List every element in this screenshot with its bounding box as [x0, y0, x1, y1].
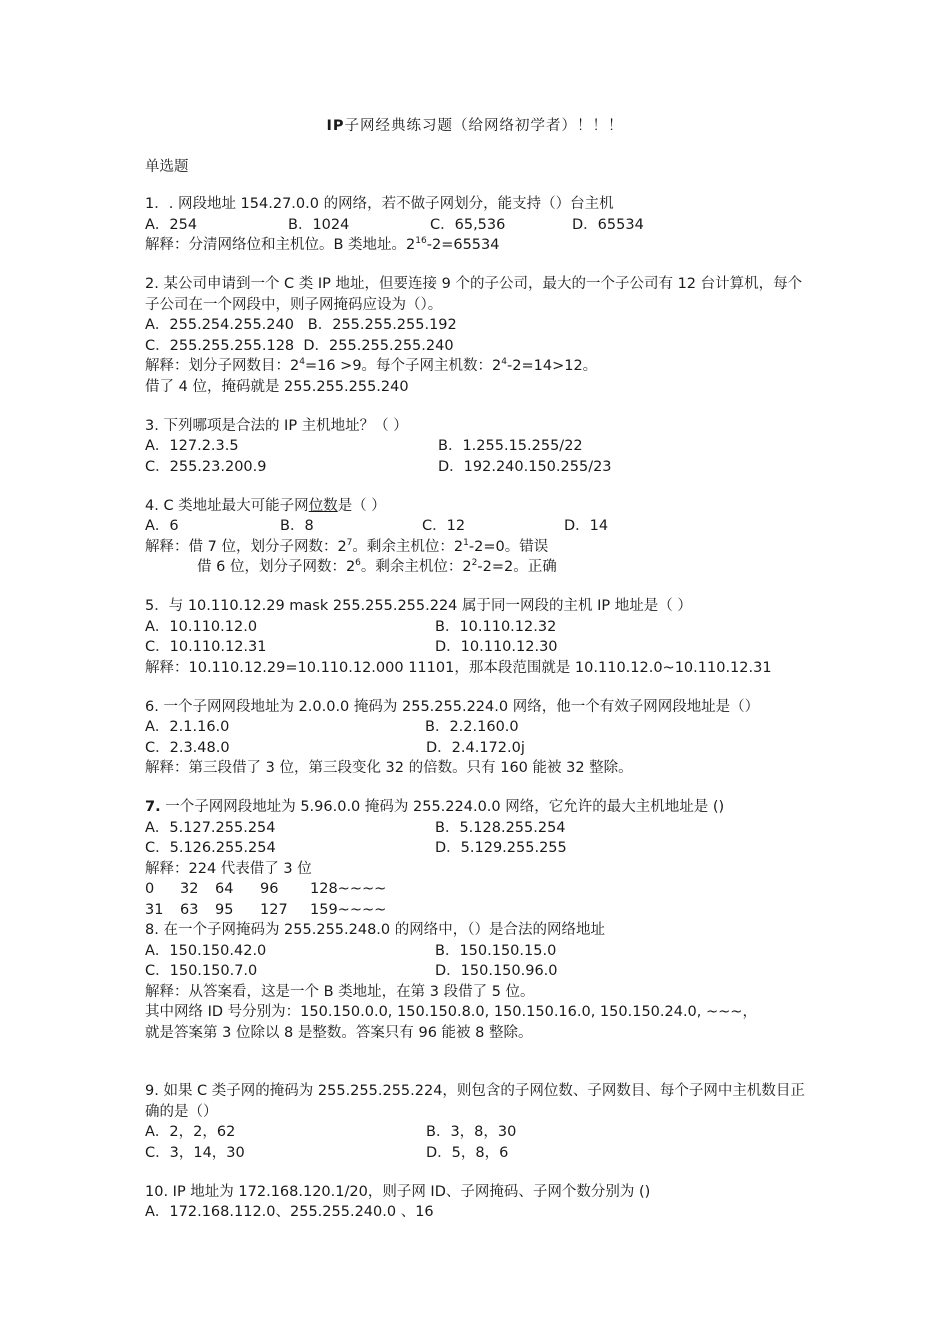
option-b: B．3，8，30 [426, 1124, 517, 1140]
option-row [145, 961, 805, 982]
explanation: 借 6 位，划分子网数：$2^6$。剩余主机位：$2^2-2=2$。正确 [197, 558, 557, 575]
question-10 [145, 1182, 805, 1223]
question-stem: 2. 某公司申请到一个 C 类 IP 地址，但要连接 9 个的子公司，最大的一个子公司有 12 台计算机，每个子公司在一个网段中，则子网掩码应设为（）。 [145, 276, 803, 313]
option-c: C．65,536 [430, 216, 506, 233]
explanation: 解释：借 7 位，划分子网数：$2^7$。剩余主机位：$2^1-2=0$。错误 [145, 537, 549, 555]
question-8 [145, 920, 805, 1043]
question-3 [145, 416, 805, 478]
option-c: C．2.3.48.0 [145, 739, 230, 756]
option-d: D．5.129.255.255 [435, 840, 567, 856]
explanation: 就是答案第 3 位除以 8 是整数。答案只有 96 能被 8 整除。 [145, 1024, 533, 1041]
explanation: 借了 4 位，掩码就是 255.255.255.240 [145, 378, 409, 395]
question-4 [145, 496, 805, 578]
question-stem: 8. 在一个子网掩码为 255.255.248.0 的网络中，（）是合法的网络地址 [145, 922, 605, 938]
option-a: A．2，2，62 [145, 1124, 236, 1140]
explanation: 其中网络 ID 号分别为：150.150.0.0, 150.150.8.0, 150.150.16.0, 150.150.24.0, ~~~， [145, 1004, 757, 1020]
option-row [145, 1143, 805, 1164]
option-row [145, 818, 805, 839]
option-b: B．1.255.15.255/22 [438, 438, 583, 454]
option-row [145, 738, 805, 759]
option-c: C．150.150.7.0 [145, 963, 258, 979]
title-bold-part: IP [326, 118, 345, 134]
option-row [145, 336, 805, 357]
option-c: C．3，14，30 [145, 1144, 245, 1161]
option-c: C．12 [422, 518, 466, 534]
number-cell: 64 [215, 881, 234, 897]
number-cell: 127 [260, 901, 288, 918]
question-stem: 6. 一个子网网段地址为 2.0.0.0 掩码为 255.255.224.0 网络，他一个有效子网网段地址是（） [145, 698, 760, 715]
option-row [145, 1122, 805, 1143]
question-9 [145, 1081, 805, 1163]
question-6 [145, 697, 805, 779]
number-cell: 96 [260, 881, 279, 897]
page-title [0, 114, 950, 135]
option-row [145, 315, 805, 336]
number-row [145, 900, 805, 921]
explanation: 解释：第三段借了 3 位，第三段变化 32 的倍数。只有 160 能被 32 整除。 [145, 760, 633, 776]
title-rest: 子网经典练习题（给网络初学者）！！！ [344, 118, 624, 134]
option-row [145, 717, 805, 738]
option-b: B．255.255.255.192 [307, 317, 457, 333]
option-a: A．10.110.12.0 [145, 618, 258, 635]
number-cell: 63 [180, 901, 199, 918]
option-d: D．2.4.172.0j [426, 739, 525, 756]
option-d: D．150.150.96.0 [435, 963, 558, 979]
question-5 [145, 596, 805, 678]
number-cell: 95 [215, 901, 234, 918]
question-7 [145, 797, 805, 920]
explanation: 解释：分清网络位和主机位。B 类地址。$2^{16}-2=65534$ [145, 236, 500, 253]
option-d: D．5，8，6 [426, 1144, 509, 1161]
section-label: 单选题 [145, 159, 189, 175]
number-row [145, 879, 805, 900]
explanation: 解释：10.110.12.29=10.110.12.000 11101，那本段范围就是 10.110.12.0~10.110.12.31 [145, 659, 772, 676]
question-stem: 10. IP 地址为 172.168.120.1/20，则子网 ID、子网掩码、子网个数分别为 () [145, 1183, 651, 1200]
option-b: B．10.110.12.32 [435, 618, 557, 635]
number-cell: 31 [145, 901, 164, 918]
option-row [145, 941, 805, 962]
option-row [145, 215, 805, 236]
explanation: 解释：划分子网数目：$2^4=16 >9$。每个子网主机数：$2^4-2=14>12$。 [145, 357, 598, 374]
option-b: B．1024 [288, 216, 350, 233]
question-stem: 3. 下列哪项是合法的 IP 主机地址？（ ） [145, 417, 408, 434]
option-row [145, 838, 805, 859]
option-row [145, 436, 805, 457]
option-a: A．172.168.112.0、255.255.240.0 、16 [145, 1204, 434, 1220]
option-c: C．255.255.255.128 [145, 337, 295, 354]
option-c: C．5.126.255.254 [145, 840, 276, 856]
question-1 [145, 194, 805, 256]
option-a: A．254 [145, 216, 198, 233]
question-stem: 7. 一个子网网段地址为 5.96.0.0 掩码为 255.224.0.0 网络，它允许的最大主机地址是 () [145, 799, 725, 815]
question-stem: 1．. 网段地址 154.27.0.0 的网络，若不做子网划分，能支持（）台主机 [145, 196, 614, 212]
option-c: C．10.110.12.31 [145, 639, 267, 655]
option-d: D．10.110.12.30 [435, 639, 558, 655]
option-d: D．255.255.255.240 [303, 337, 454, 354]
explanation: 解释：224 代表借了 3 位 [145, 860, 312, 877]
option-a: A．5.127.255.254 [145, 819, 276, 836]
option-b: B．150.150.15.0 [435, 942, 557, 959]
question-2 [145, 274, 805, 397]
option-a: A．6 [145, 518, 179, 534]
number-cell: 32 [180, 881, 199, 897]
option-row [145, 457, 805, 478]
explanation: 解释：从答案看，这是一个 B 类地址，在第 3 段借了 5 位。 [145, 983, 535, 1000]
option-row [145, 637, 805, 658]
option-d: D．14 [564, 518, 609, 534]
number-cell: 128~~~~ [310, 881, 387, 897]
option-row [145, 617, 805, 638]
option-a: A．2.1.16.0 [145, 719, 230, 735]
option-row [145, 516, 805, 537]
question-list [145, 194, 805, 1241]
question-stem: 4. C 类地址最大可能子网位数是（ ） [145, 497, 386, 514]
question-stem: 9. 如果 C 类子网的掩码为 255.255.255.224，则包含的子网位数、子网数目、每个子网中主机数目正确的是（） [145, 1083, 805, 1120]
question-stem: 5．与 10.110.12.29 mask 255.255.255.224 属于同一网段的主机 IP 地址是（ ） [145, 598, 692, 614]
option-c: C．255.23.200.9 [145, 458, 267, 475]
number-cell: 159~~~~ [310, 901, 387, 918]
option-a: A．255.254.255.240 [145, 317, 294, 333]
number-cell: 0 [145, 881, 155, 897]
option-d: D．65534 [572, 216, 644, 233]
option-d: D．192.240.150.255/23 [438, 458, 612, 475]
option-b: B．8 [280, 518, 314, 534]
option-b: B．2.2.160.0 [425, 719, 519, 735]
option-a: A．127.2.3.5 [145, 438, 239, 454]
option-a: A．150.150.42.0 [145, 942, 267, 959]
option-b: B．5.128.255.254 [435, 819, 566, 836]
